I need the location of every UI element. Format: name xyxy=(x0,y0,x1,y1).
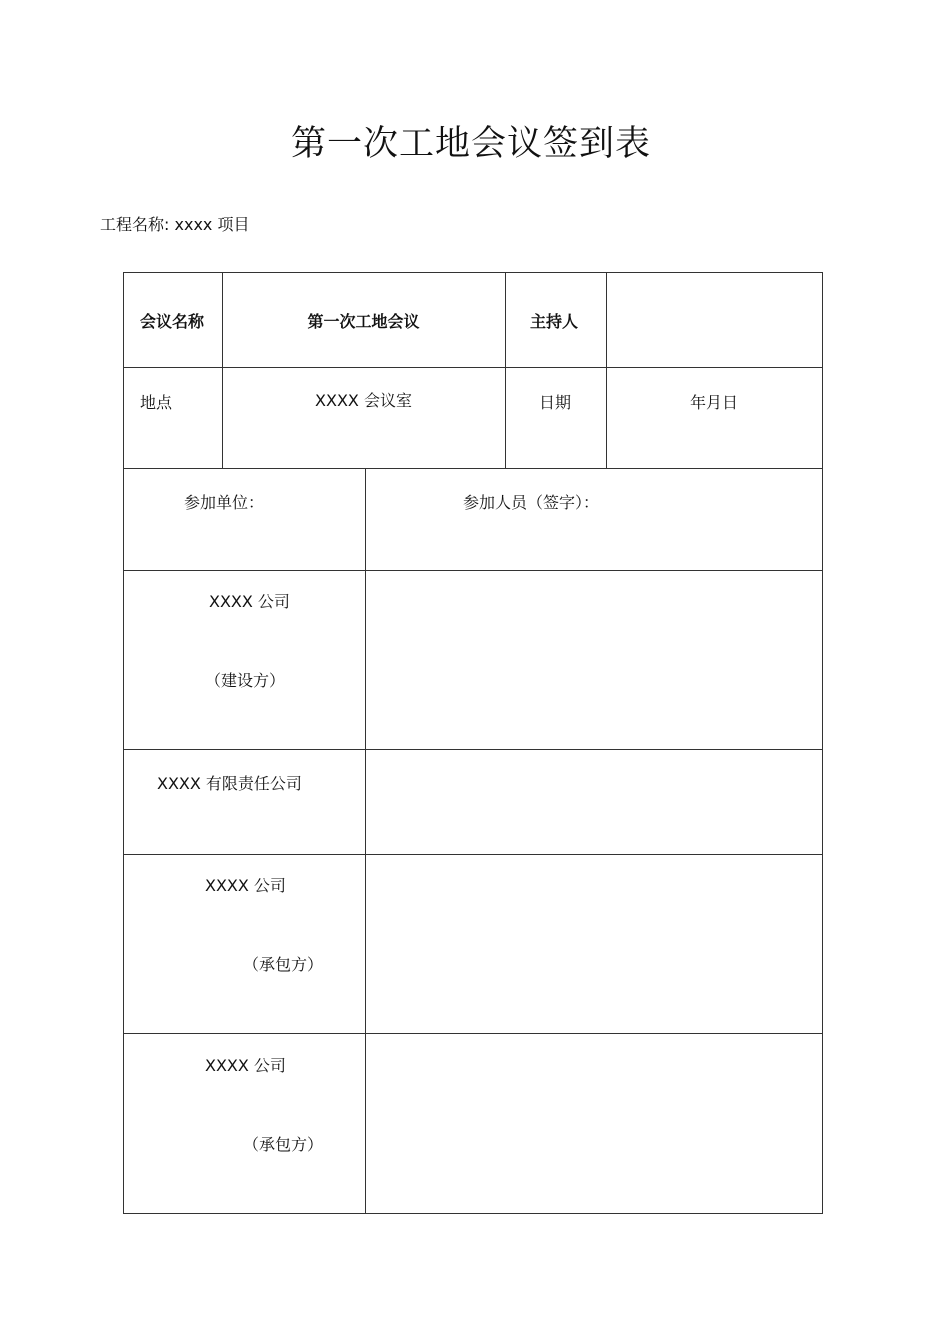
unit-name-3: XXXX 公司 xyxy=(205,876,286,895)
table-line-row1 xyxy=(123,367,823,368)
project-name-label: 工程名称: xyxy=(100,215,170,234)
signature-cell-1[interactable] xyxy=(366,571,822,749)
signature-cell-4[interactable] xyxy=(366,1034,822,1213)
signature-cell-3[interactable] xyxy=(366,855,822,1033)
unit-role-4: （承包方） xyxy=(243,1135,324,1154)
table-line-col2 xyxy=(505,272,506,468)
meeting-name-value: 第一次工地会议 xyxy=(307,312,420,331)
location-value: XXXX 会议室 xyxy=(315,391,412,410)
unit-name-4: XXXX 公司 xyxy=(205,1056,286,1075)
table-line-col1 xyxy=(222,272,223,468)
date-value: 年月日 xyxy=(690,393,739,412)
signature-cell-2[interactable] xyxy=(366,750,822,854)
host-label: 主持人 xyxy=(530,312,579,331)
table-line-top xyxy=(123,272,823,273)
unit-role-1: （建设方） xyxy=(205,671,286,690)
table-line-left xyxy=(123,272,124,1214)
person-column-header: 参加人员（签字）： xyxy=(463,493,600,512)
project-name xyxy=(100,212,249,235)
project-name-value: xxxx 项目 xyxy=(174,215,250,234)
unit-name-2: XXXX 有限责任公司 xyxy=(157,774,302,793)
table-line-col3 xyxy=(606,272,607,468)
date-label: 日期 xyxy=(539,393,572,412)
page-title: 第一次工地会议签到表 xyxy=(290,124,651,164)
unit-column-header: 参加单位： xyxy=(184,493,265,512)
table-line-bottom xyxy=(123,1213,823,1214)
unit-role-3: （承包方） xyxy=(243,955,324,974)
unit-name-1: XXXX 公司 xyxy=(209,592,290,611)
meeting-name-label: 会议名称 xyxy=(140,312,205,331)
table-line-row2 xyxy=(123,468,823,469)
location-label: 地点 xyxy=(140,393,173,412)
table-line-right xyxy=(822,272,823,1214)
